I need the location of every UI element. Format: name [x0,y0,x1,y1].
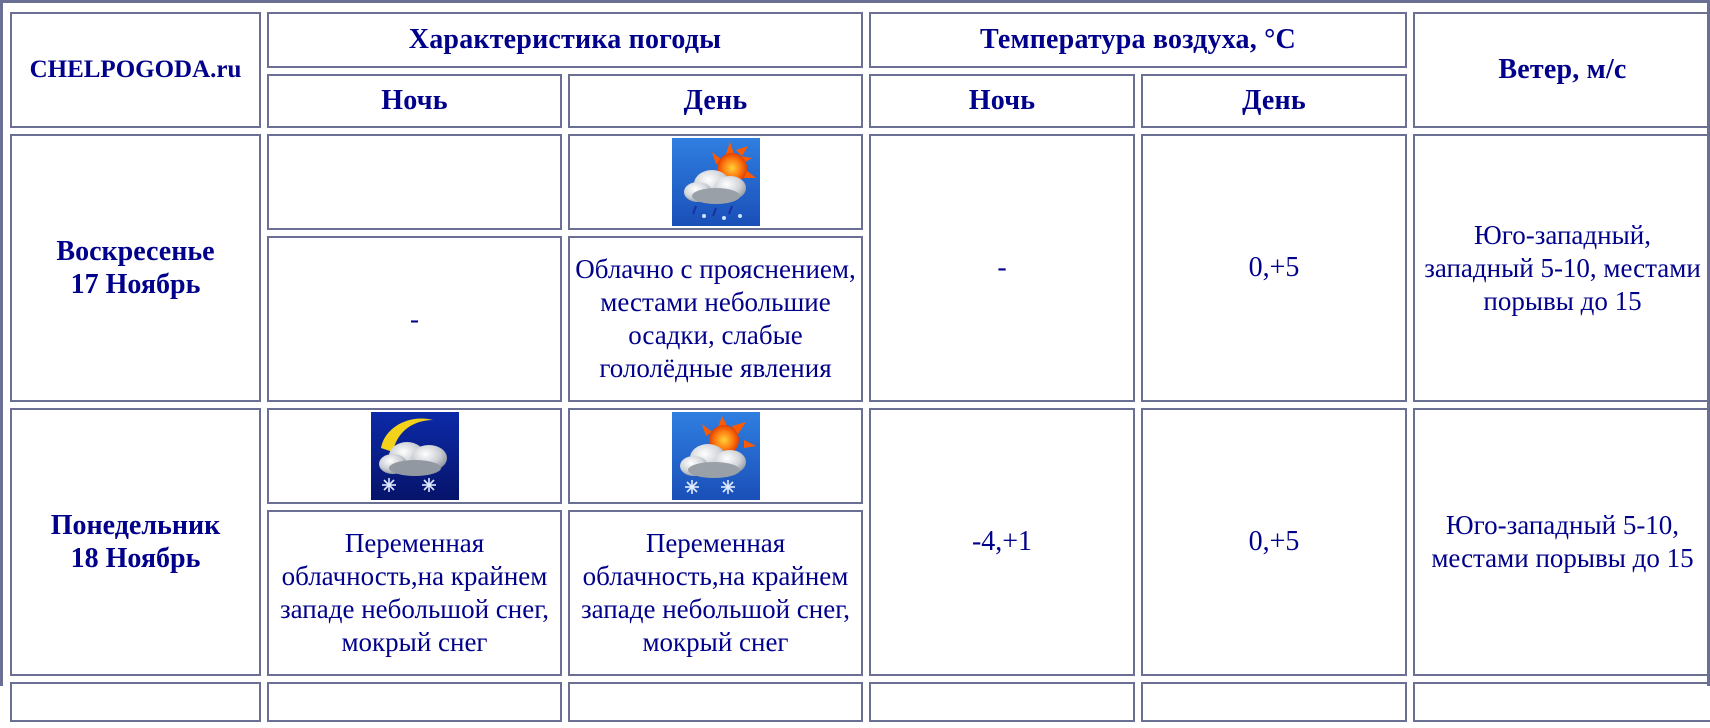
day-2-night-icon-cell [267,408,562,504]
header-wind: Ветер, м/с [1413,12,1710,128]
header-air-temperature: Температура воздуха, °С [869,12,1407,68]
header-row-1 [10,12,1710,68]
day-1-temp-night: - [869,134,1135,402]
day-2-temp-day: 0,+5 [1141,408,1407,676]
day-1-date: 17 Ноябрь [70,269,201,300]
sun-cloud-snow-icon [672,412,760,500]
header-weather-characteristics: Характеристика погоды [267,12,863,68]
day-1-night-icon-cell [267,134,562,230]
day-3-temp-night-partial [869,682,1135,722]
day-2-weekday: Понедельник [50,510,221,541]
day-2-day-icon-cell [568,408,863,504]
day-3-date-cell-partial [10,682,261,722]
header-weather-day: День [568,74,863,128]
day-2-date-cell [10,408,261,676]
day-2-temp-night: -4,+1 [869,408,1135,676]
day-1-day-icon-cell [568,134,863,230]
moon-cloud-snow-icon [371,412,459,500]
day-1-wind: Юго-западный, западный 5-10, местами порывы до 15 [1413,134,1710,402]
day-3-wind-partial [1413,682,1710,722]
day-2-day-desc: Переменная облачность,на крайнем западе небольшой снег, мокрый снег [568,510,863,676]
day-1-date-cell [10,134,261,402]
day-1-temp-day: 0,+5 [1141,134,1407,402]
day-2-date: 18 Ноябрь [70,543,201,574]
day-3-night-cell-partial [267,682,562,722]
day-1-night-desc: - [267,236,562,402]
page-top-rule [0,0,1710,3]
forecast-table [4,6,1710,728]
site-brand[interactable]: CHELPOGODA.ru [10,12,261,128]
day-1-weekday: Воскресенье [56,236,215,267]
day-3-partial-row [10,682,1710,722]
day-1-icon-row [10,134,1710,230]
header-temp-day: День [1141,74,1407,128]
header-temp-night: Ночь [869,74,1135,128]
day-2-night-desc: Переменная облачность,на крайнем западе небольшой снег, мокрый снег [267,510,562,676]
day-2-icon-row [10,408,1710,504]
sun-cloud-sleet-icon [672,138,760,226]
day-3-temp-day-partial [1141,682,1407,722]
day-3-day-cell-partial [568,682,863,722]
day-2-wind: Юго-западный 5-10, местами порывы до 15 [1413,408,1710,676]
day-1-day-desc: Облачно с прояснением, местами небольшие осадки, слабые гололёдные явления [568,236,863,402]
header-weather-night: Ночь [267,74,562,128]
page-border-left [0,0,3,686]
